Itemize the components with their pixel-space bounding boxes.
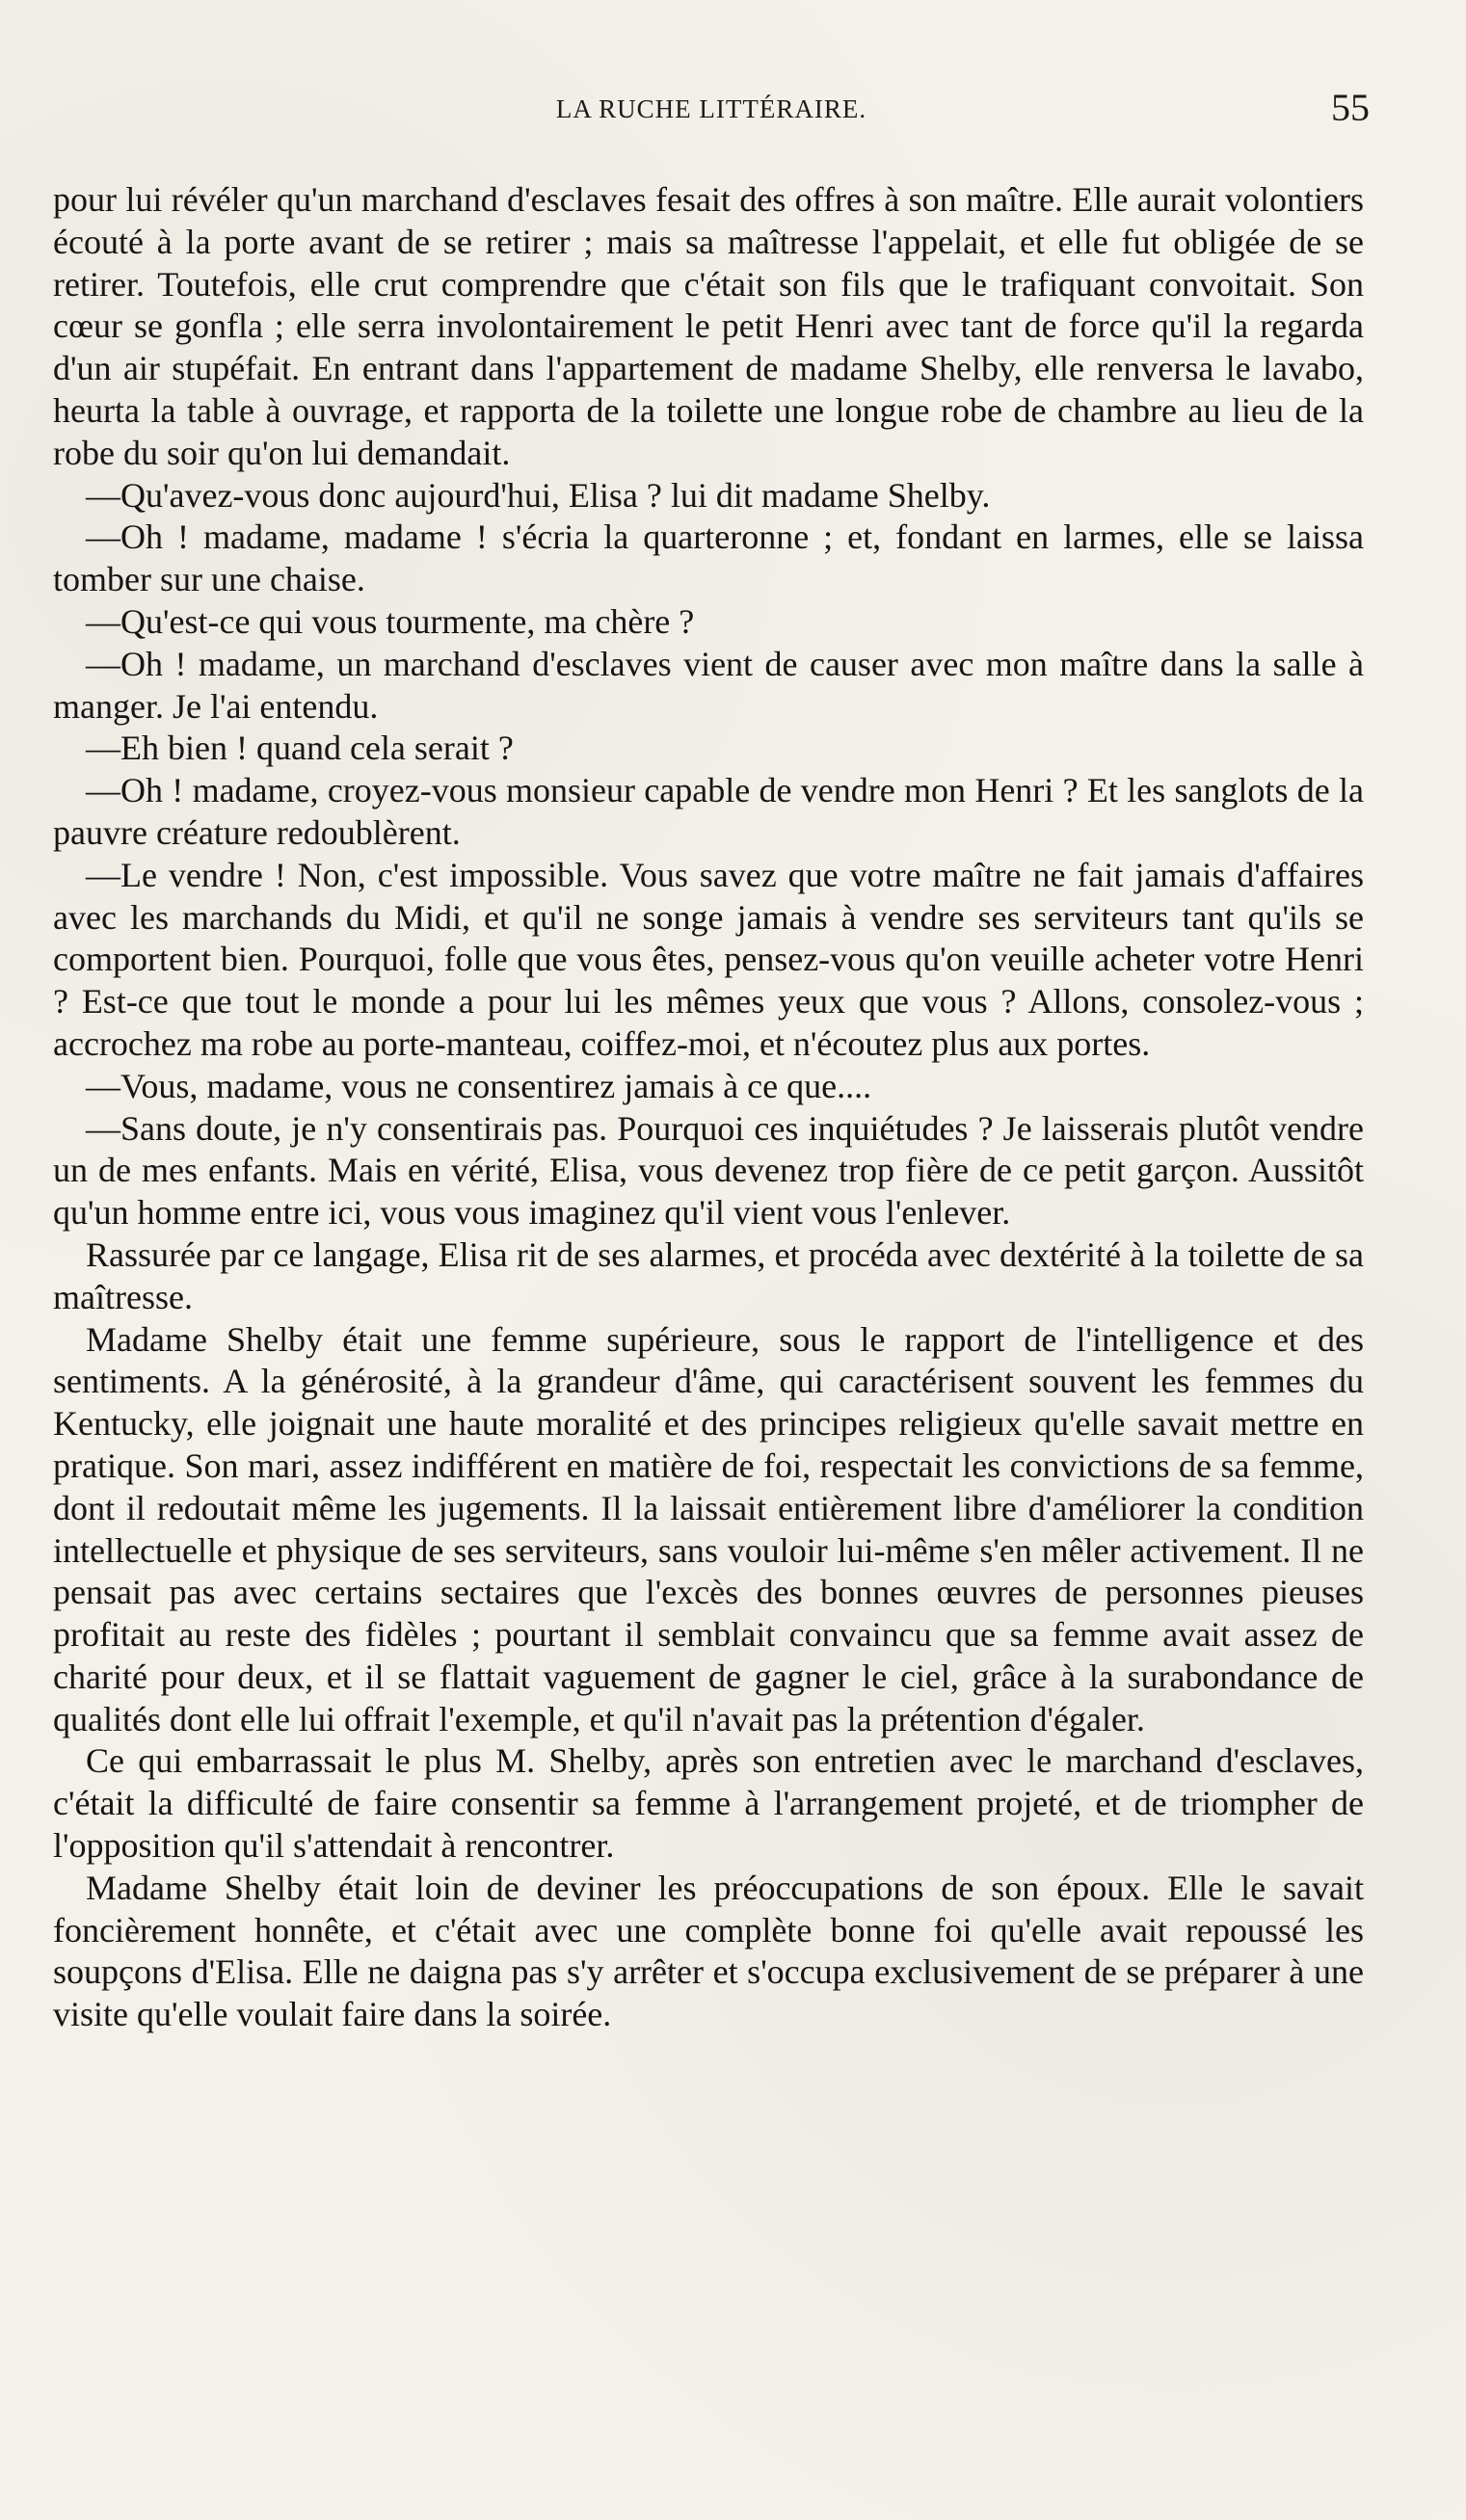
body-text bbox=[53, 179, 1364, 2036]
paragraph: —Eh bien ! quand cela serait ? bbox=[86, 729, 514, 768]
page-number: 55 bbox=[1331, 86, 1370, 129]
paragraph: —Vous, madame, vous ne consentirez jamais à ce que.... bbox=[86, 1066, 872, 1105]
paragraph: —Oh ! madame, un marchand d'esclaves vient de causer avec mon maître dans la salle à manger. Je l'ai entendu. bbox=[53, 644, 1364, 726]
paragraph: —Le vendre ! Non, c'est impossible. Vous savez que votre maître ne fait jamais d'affaires avec les marchands du Midi, et qu'il ne songe jamais à vendre ses serviteurs tant qu'ils se comportent bien. Pourquoi, folle que vous êtes, pensez-vous qu'on veuille acheter votre Henri ? Est-ce que tout le monde a pour lui les mêmes yeux que vous ? Allons, consolez-vous ; accrochez ma robe au porte-manteau, coiffez-moi, et n'écoutez plus aux portes. bbox=[53, 855, 1364, 1063]
paragraph: —Sans doute, je n'y consentirais pas. Pourquoi ces inquiétudes ? Je laisserais plutôt vendre un de mes enfants. Mais en vérité, Elisa, vous devenez trop fière de ce petit garçon. Aussitôt qu'un homme entre ici, vous vous imaginez qu'il vient vous l'enlever. bbox=[53, 1108, 1364, 1233]
paragraph: —Qu'avez-vous donc aujourd'hui, Elisa ? lui dit madame Shelby. bbox=[86, 475, 991, 515]
paragraph: Ce qui embarrassait le plus M. Shelby, après son entretien avec le marchand d'esclaves, c'était la difficulté de faire consentir sa femme à l'arrangement projeté, et de triompher de l'opposition qu'il s'attendait à rencontrer. bbox=[53, 1741, 1364, 1866]
paragraph: —Oh ! madame, croyez-vous monsieur capable de vendre mon Henri ? Et les sanglots de la pauvre créature redoublèrent. bbox=[53, 771, 1364, 852]
page-header bbox=[53, 85, 1370, 133]
paragraph: pour lui révéler qu'un marchand d'esclaves fesait des offres à son maître. Elle aurait volontiers écouté à la porte avant de se retirer ; mais sa maîtresse l'appelait, et elle fut obligée de se retirer. Toutefois, elle crut comprendre que c'était son fils que le trafiquant convoitait. Son cœur se gonfla ; elle serra involontairement le petit Henri avec tant de force qu'il la regarda d'un air stupéfait. En entrant dans l'appartement de madame Shelby, elle renversa le lavabo, heurta la table à ouvrage, et rapporta de la toilette une longue robe de chambre au lieu de la robe du soir qu'on lui demandait. bbox=[53, 180, 1364, 472]
paragraph: Madame Shelby était loin de deviner les préoccupations de son époux. Elle le savait foncièrement honnête, et c'était avec une complète bonne foi qu'elle avait repoussé les soupçons d'Elisa. Elle ne daigna pas s'y arrêter et s'occupa exclusivement de se préparer à une visite qu'elle voulait faire dans la soirée. bbox=[53, 1868, 1364, 2034]
paragraph: —Qu'est-ce qui vous tourmente, ma chère ? bbox=[86, 601, 695, 641]
paragraph: Madame Shelby était une femme supérieure, sous le rapport de l'intelligence et des sentiments. A la générosité, à la grandeur d'âme, qui caractérisent souvent les femmes du Kentucky, elle joignait une haute moralité et des principes religieux qu'elle savait mettre en pratique. Son mari, assez indifférent en matière de foi, respectait les convictions de sa femme, dont il redoutait même les jugements. Il la laissait entièrement libre d'améliorer la condition intellectuelle et physique de ses serviteurs, sans vouloir lui-même s'en mêler activement. Il ne pensait pas avec certains sectaires que l'excès des bonnes œuvres de personnes pieuses profitait au reste des fidèles ; pourtant il semblait convaincu que sa femme avait assez de charité pour deux, et il se flattait vaguement de gagner le ciel, grâce à la surabondance de qualités dont elle lui offrait l'exemple, et qu'il n'avait pas la prétention d'égaler. bbox=[53, 1319, 1364, 1738]
running-title: LA RUCHE LITTÉRAIRE. bbox=[555, 94, 867, 123]
paragraph: —Oh ! madame, madame ! s'écria la quarteronne ; et, fondant en larmes, elle se laissa tomber sur une chaise. bbox=[53, 517, 1364, 599]
paragraph: Rassurée par ce langage, Elisa rit de ses alarmes, et procéda avec dextérité à la toilette de sa maîtresse. bbox=[53, 1234, 1364, 1316]
